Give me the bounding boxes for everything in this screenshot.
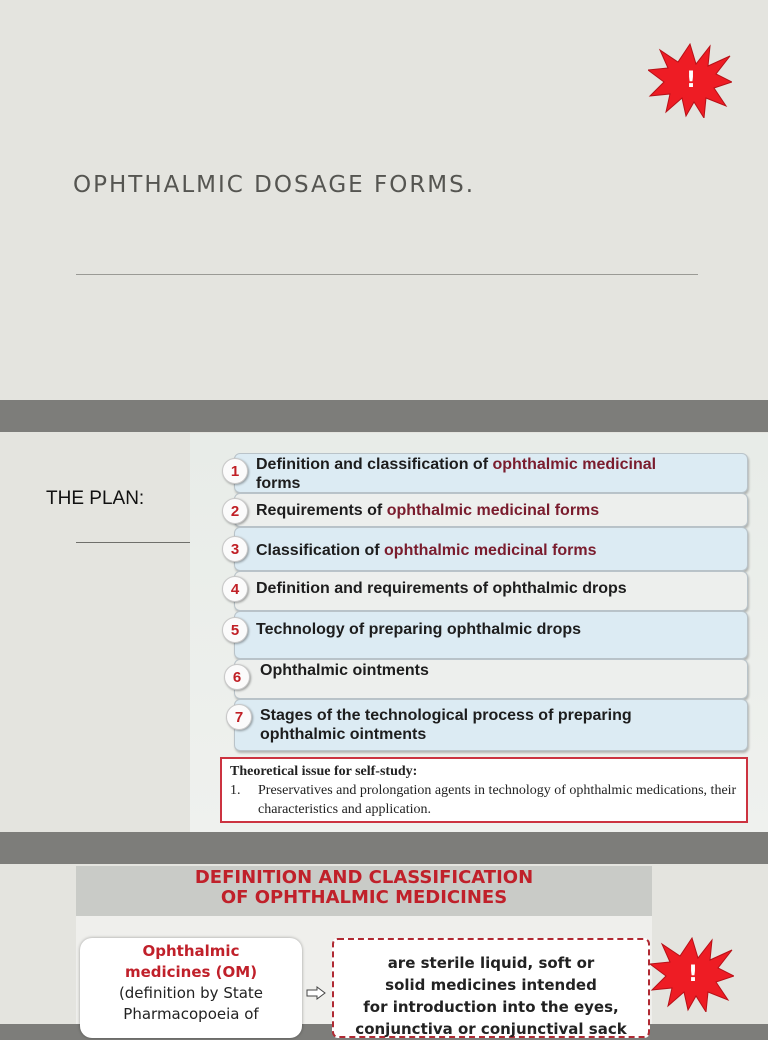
plan-text-1: Definition and classification of ophthalmic medicinal forms <box>256 456 657 492</box>
definition-image <box>76 866 652 1038</box>
plan-title-divider <box>76 542 190 543</box>
plan-text-7: Stages of the technological process of preparing ophthalmic ointments <box>260 707 632 743</box>
title-divider <box>76 274 698 275</box>
plan-text-2: Requirements of ophthalmic medicinal forms <box>256 502 600 519</box>
arrow-right-icon <box>306 986 326 1000</box>
slide-title-text: OPHTHALMIC DOSAGE FORMS. <box>73 172 476 198</box>
slide-title <box>0 0 768 400</box>
plan-number-5: 5 <box>222 617 248 643</box>
plan-number-4: 4 <box>222 576 248 602</box>
definition-heading-band <box>76 866 652 916</box>
plan-number-6: 6 <box>224 664 250 690</box>
self-study-item: 1. Preservatives and prolongation agents in technology of ophthalmic medications, their characteristics and application. <box>230 783 737 817</box>
self-study-heading: Theoretical issue for self-study: <box>230 764 418 779</box>
exclamation-mark: ! <box>685 67 697 93</box>
plan-text-5: Technology of preparing ophthalmic drops <box>256 621 582 638</box>
self-study-box <box>220 757 748 823</box>
plan-text-3: Classification of ophthalmic medicinal forms <box>256 542 597 559</box>
plan-number-1: 1 <box>222 458 248 484</box>
plan-title: THE PLAN: <box>46 488 145 509</box>
om-definition-box: are sterile liquid, soft or solid medicines intended for introduction into the eyes, conjunctiva or conjunctival sack <box>332 938 650 1038</box>
om-term-box: Ophthalmic medicines (OM) (definition by State Pharmacopoeia of <box>80 938 302 1038</box>
plan-text-4: Definition and requirements of ophthalmic drops <box>256 580 627 597</box>
plan-text-6: Ophthalmic ointments <box>260 662 429 679</box>
exclamation-burst-icon <box>648 42 732 118</box>
plan-number-7: 7 <box>226 704 252 730</box>
plan-image <box>190 433 768 832</box>
exclamation-burst-icon <box>650 936 734 1012</box>
exclamation-mark: ! <box>687 961 699 987</box>
definition-heading-line2: OF OPHTHALMIC MEDICINES <box>220 887 508 908</box>
plan-number-2: 2 <box>222 498 248 524</box>
definition-heading-line1: DEFINITION AND CLASSIFICATION <box>194 867 534 888</box>
plan-number-3: 3 <box>222 536 248 562</box>
